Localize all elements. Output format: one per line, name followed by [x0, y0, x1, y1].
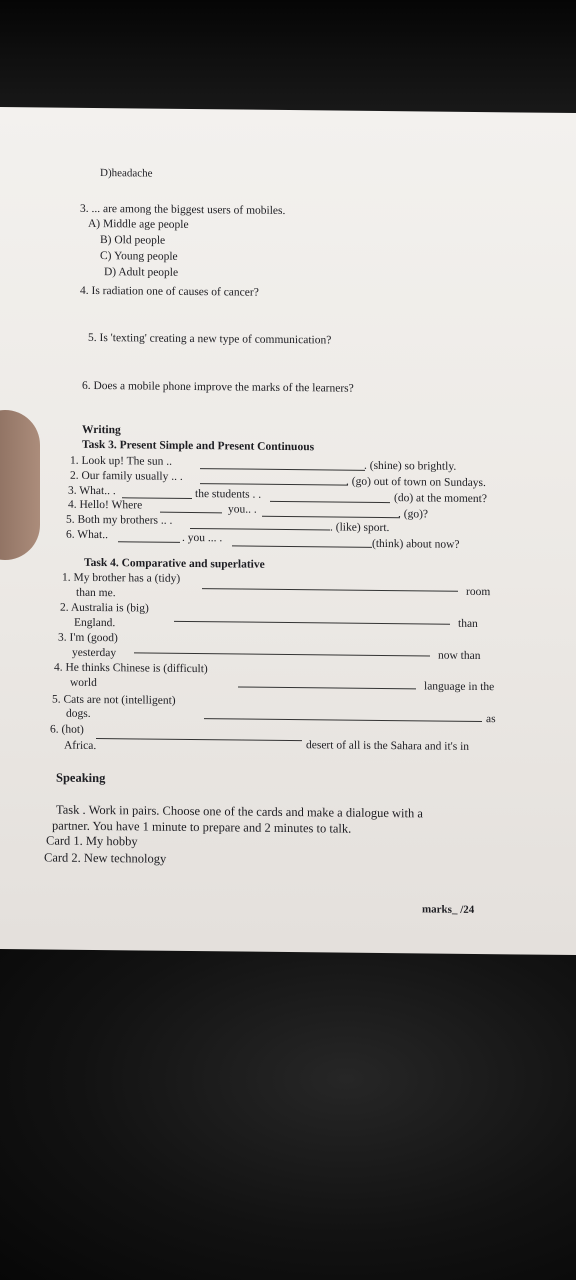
t4-item4-blank: [238, 686, 416, 689]
t3-item1-start: 1. Look up! The sun ..: [70, 454, 173, 468]
t3-item2-start: 2. Our family usually .. .: [70, 469, 183, 483]
t3-item4-blank-a: [160, 512, 222, 514]
t4-item3-tail: now than: [438, 649, 481, 663]
speaking-task-line1: Task . Work in pairs. Choose one of the cards and make a dialogue with a: [56, 802, 423, 821]
t3-item6-mid: . you ... .: [182, 531, 223, 545]
t3-item3-end: (do) at the moment?: [394, 492, 487, 506]
t3-item5-end: . (like) sport.: [330, 521, 390, 535]
q3-option-a: A) Middle age people: [88, 217, 189, 231]
background-top: [0, 0, 576, 120]
t3-item4-blank-b: [262, 516, 400, 518]
t3-item3-start: 3. What.. .: [68, 484, 116, 498]
t4-item2-blank: [174, 621, 450, 625]
t3-item4-mid: you.. .: [228, 503, 257, 516]
t4-item4-cont: world: [70, 676, 97, 690]
t3-item3-mid: the students . .: [195, 488, 262, 501]
t4-item6-blank: [96, 738, 302, 741]
t4-item4-prompt: 4. He thinks Chinese is (difficult): [54, 661, 208, 676]
t4-item1-blank: [202, 588, 458, 592]
q3-option-c: C) Young people: [100, 250, 178, 263]
t4-item2-tail: than: [458, 617, 478, 631]
t3-item6-blank-a: [118, 541, 180, 543]
speaking-task-line2: partner. You have 1 minute to prepare and 2 minutes to talk.: [52, 818, 352, 836]
q3-option-d: D) Adult people: [104, 266, 179, 279]
t4-item4-tail: language in the: [424, 680, 495, 694]
t4-item5-cont: dogs.: [66, 707, 91, 720]
t3-item6-blank-b: [232, 545, 372, 547]
t3-item1-end: . (shine) so brightly.: [364, 459, 457, 473]
t4-item3-prompt: 3. I'm (good): [58, 631, 118, 645]
t3-item6-start: 6. What..: [66, 528, 108, 542]
q2-option-d: D)headache: [100, 167, 153, 180]
t3-item6-end: (think) about now?: [372, 537, 460, 551]
task3-title: Task 3. Present Simple and Present Continuous: [82, 438, 315, 454]
t3-item2-end: . (go) out of town on Sundays.: [346, 475, 486, 490]
writing-heading: Writing: [82, 423, 121, 437]
t4-item1-prompt: 1. My brother has a (tidy): [62, 571, 181, 585]
speaking-heading: Speaking: [56, 770, 106, 786]
t4-item6-tail: desert of all is the Sahara and it's in: [306, 739, 470, 753]
t4-item1-cont: than me.: [76, 586, 116, 600]
worksheet-paper: [0, 107, 576, 955]
q6-question: 6. Does a mobile phone improve the marks of the learners?: [82, 379, 354, 395]
q3-question: 3. ... are among the biggest users of mobiles.: [80, 202, 286, 217]
t4-item5-prompt: 5. Cats are not (intelligent): [52, 693, 176, 707]
q5-question: 5. Is 'texting' creating a new type of communication?: [88, 331, 332, 347]
t4-item6-prompt: 6. (hot): [50, 723, 84, 736]
t4-item2-cont: England.: [74, 616, 116, 630]
background-bottom: [0, 945, 576, 1280]
q3-option-b: B) Old people: [100, 234, 166, 247]
t4-item5-tail: as: [486, 713, 496, 726]
t4-item3-blank: [134, 652, 430, 656]
t3-item4-end: . (go)?: [398, 508, 429, 521]
t4-item3-cont: yesterday: [72, 646, 117, 660]
t4-item6-cont: Africa.: [64, 739, 97, 753]
q4-question: 4. Is radiation one of causes of cancer?: [80, 284, 259, 299]
t3-item5-blank: [190, 528, 330, 530]
t3-item4-start: 4. Hello! Where: [68, 498, 143, 512]
marks-total: marks_ /24: [422, 903, 475, 916]
speaking-card2: Card 2. New technology: [44, 850, 167, 866]
t3-item3-blank-b: [270, 501, 390, 503]
t4-item2-prompt: 2. Australia is (big): [60, 601, 149, 615]
t3-item5-start: 5. Both my brothers .. .: [66, 513, 173, 527]
t4-item5-blank: [204, 718, 482, 722]
speaking-card1: Card 1. My hobby: [46, 833, 138, 849]
task4-title: Task 4. Comparative and superlative: [84, 556, 265, 571]
t4-item1-tail: room: [466, 585, 491, 599]
finger-edge: [0, 410, 40, 560]
t3-item1-blank: [200, 468, 365, 471]
t3-item2-blank: [200, 483, 348, 486]
